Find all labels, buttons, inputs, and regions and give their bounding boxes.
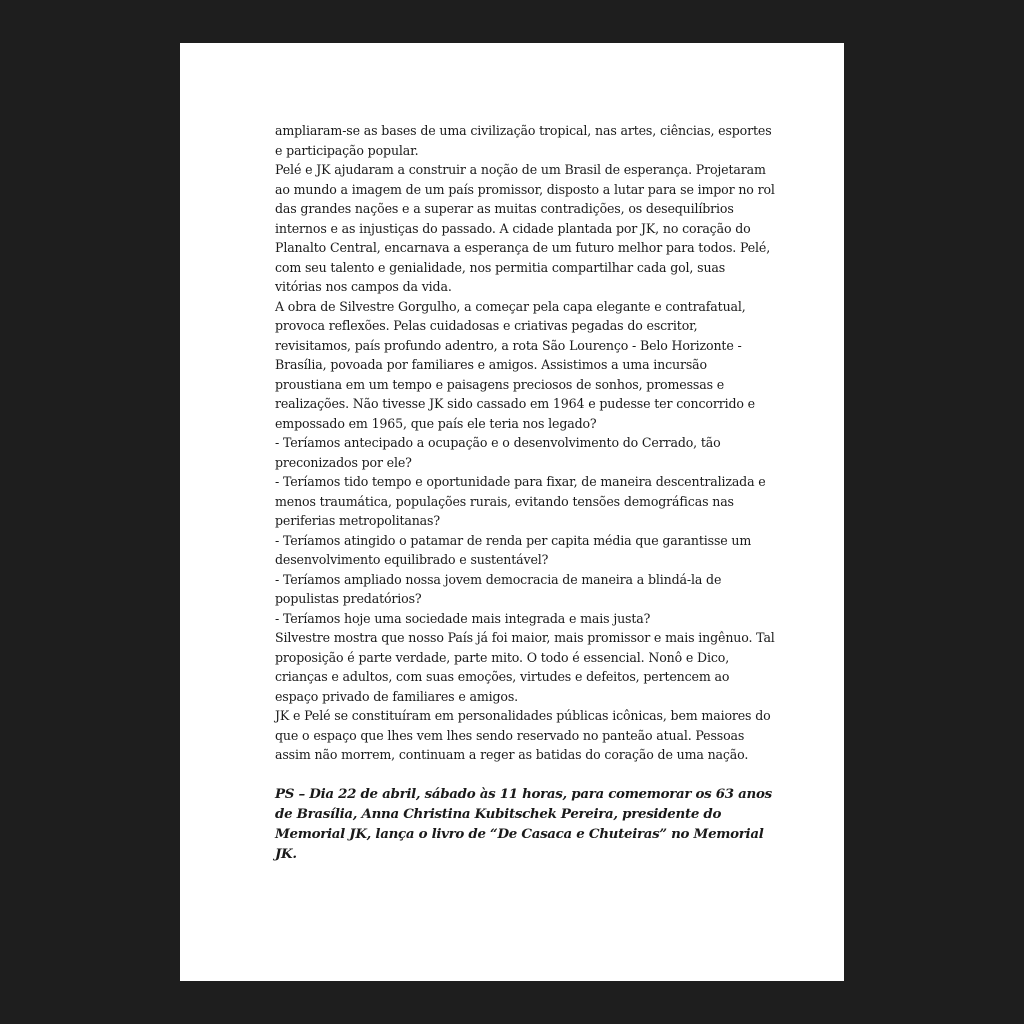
question-5: - Teríamos hoje uma sociedade mais integrada e mais justa? [275, 610, 651, 626]
question-1: - Teríamos antecipado a ocupação e o desenvolvimento do Cerrado, tão preconizados por ele? [275, 435, 721, 470]
document-page [180, 43, 844, 981]
question-2: - Teríamos tido tempo e oportunidade para fixar, de maneira descentralizada e menos traumática, populações rurais, evitando tensões demográficas nas periferias metropolitanas? [275, 474, 766, 528]
postscript: PS – Dia 22 de abril, sábado às 11 horas, para comemorar os 63 anos de Brasília, Anna Christina Kubitschek Pereira, presidente do Memorial JK, lança o livro de “De Casaca e Chuteiras” no Memorial JK. [275, 785, 772, 862]
paragraph-5: JK e Pelé se constituíram em personalidades públicas icônicas, bem maiores do que o espaço que lhes vem lhes sendo reservado no panteão atual. Pessoas assim não morrem, continuam a reger as batidas do coração de uma nação. [275, 708, 771, 762]
paragraph-4: Silvestre mostra que nosso País já foi maior, mais promissor e mais ingênuo. Tal proposição é parte verdade, parte mito. O todo é essencial. Nonô e Dico, crianças e adultos, com suas emoções, virtudes e defeitos, pertencem ao espaço privado de familiares e amigos. [275, 630, 775, 704]
question-4: - Teríamos ampliado nossa jovem democracia de maneira a blindá-la de populistas predatórios? [275, 571, 722, 606]
paragraph-2: Pelé e JK ajudaram a construir a noção de um Brasil de esperança. Projetaram ao mundo a imagem de um país promissor, disposto a lutar para se impor no rol das grandes nações e a superar as muitas contradições, os desequilíbrios internos e as injustiças do passado. A cidade plantada por JK, no coração do Planalto Central, encarnava a esperança de um futuro melhor para todos. Pelé, com seu talento e genialidade, nos permitia compartilhar cada gol, suas vitórias nos campos da vida. [275, 162, 775, 294]
document-body [275, 121, 775, 864]
paragraph-1: ampliaram-se as bases de uma civilização tropical, nas artes, ciências, esportes e participação popular. [275, 123, 772, 158]
paragraph-3: A obra de Silvestre Gorgulho, a começar pela capa elegante e contrafatual, provoca reflexões. Pelas cuidadosas e criativas pegadas do escritor, revisitamos, país profundo adentro, a rota São Lourenço - Belo Horizonte - Brasília, povoada por familiares e amigos. Assistimos a uma incursão proustiana em um tempo e paisagens preciosos de sonhos, promessas e realizações. Não tivesse JK sido cassado em 1964 e pudesse ter concorrido e empossado em 1965, que país ele teria nos legado? [275, 298, 755, 431]
question-3: - Teríamos atingido o patamar de renda per capita média que garantisse um desenvolvimento equilibrado e sustentável? [275, 532, 752, 567]
